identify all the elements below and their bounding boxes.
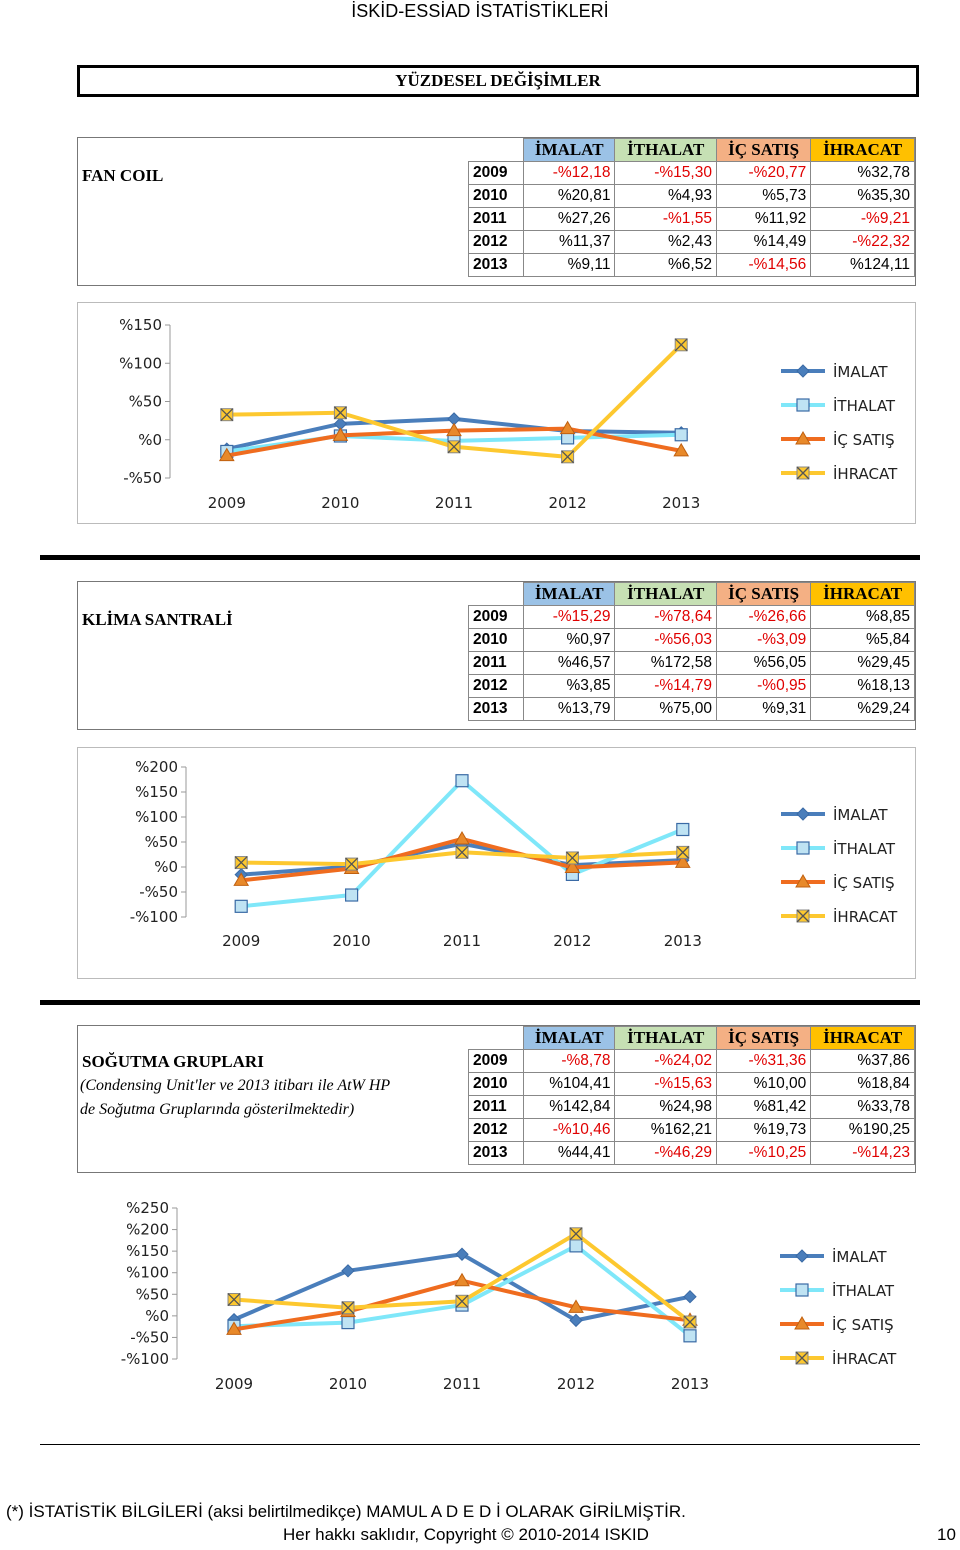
col-header-ic-satis: İÇ SATIŞ	[716, 1027, 810, 1050]
col-header-ihracat: İHRACAT	[811, 583, 915, 606]
col-header-imalat: İMALAT	[524, 1027, 615, 1050]
legend-item	[780, 1349, 897, 1368]
table-row	[469, 629, 915, 652]
value-cell: %81,42	[716, 1096, 810, 1119]
value-cell: -%10,46	[524, 1119, 615, 1142]
y-tick-label: -%50	[130, 1328, 169, 1347]
data-point	[455, 1274, 469, 1286]
page-header: İSKİD-ESSİAD İSTATİSTİKLERİ	[351, 1, 609, 21]
table-row	[469, 1119, 915, 1142]
y-tick-label: %50	[135, 1285, 169, 1304]
value-cell: -%14,79	[615, 675, 717, 698]
line-chart	[78, 748, 915, 978]
value-cell: -%12,18	[524, 162, 615, 185]
page-title: YÜZDESEL DEĞİŞİMLER	[77, 65, 919, 97]
col-header-ithalat: İTHALAT	[615, 1027, 717, 1050]
y-tick-label: -%50	[123, 469, 162, 487]
value-cell: %3,85	[524, 675, 615, 698]
x-tick-label: 2011	[442, 932, 482, 950]
y-tick-label: -%50	[139, 883, 178, 901]
value-cell: %6,52	[615, 254, 717, 277]
value-cell: %14,49	[716, 231, 810, 254]
x-tick-label: 2011	[434, 494, 474, 512]
legend-item	[781, 805, 888, 824]
page-number: 10	[937, 1525, 956, 1544]
year-cell: 2009	[469, 162, 524, 185]
table-row	[469, 606, 915, 629]
chart-klima-santrali	[77, 747, 916, 979]
copyright: Her hakkı saklıdır, Copyright © 2010-2014 ISKID	[283, 1525, 649, 1544]
value-cell: %162,21	[615, 1119, 717, 1142]
value-cell: %9,31	[716, 698, 810, 721]
legend-label: İHRACAT	[833, 465, 898, 483]
value-cell: %19,73	[716, 1119, 810, 1142]
value-cell: %142,84	[524, 1096, 615, 1119]
legend-marker	[796, 1250, 808, 1262]
table-row	[469, 1096, 915, 1119]
table-row	[469, 675, 915, 698]
y-tick-label: %0	[138, 430, 162, 449]
value-cell: -%1,55	[615, 208, 717, 231]
y-tick-label: -%100	[129, 908, 178, 926]
value-cell: -%14,56	[716, 254, 810, 277]
y-tick-label: -%100	[120, 1350, 169, 1368]
x-tick-label: 2010	[328, 1375, 368, 1393]
year-cell: 2010	[469, 185, 524, 208]
y-tick-label: %50	[128, 392, 162, 411]
year-cell: 2010	[469, 1073, 524, 1096]
chart-sogutma-gruplari	[77, 1188, 914, 1418]
legend-item	[781, 839, 896, 858]
legend-item	[781, 907, 898, 926]
section-note-line-2: de Soğutma Gruplarında gösterilmektedir)	[80, 1101, 355, 1118]
y-tick-label: %100	[126, 1263, 169, 1282]
value-cell: -%0,95	[716, 675, 810, 698]
value-cell: -%26,66	[716, 606, 810, 629]
table-row	[469, 254, 915, 277]
y-tick-label: %150	[135, 783, 178, 801]
value-cell: -%78,64	[615, 606, 717, 629]
x-tick-label: 2009	[222, 932, 261, 950]
year-cell: 2013	[469, 1142, 524, 1165]
y-tick-label: %0	[154, 858, 178, 876]
y-tick-label: %150	[126, 1242, 169, 1261]
chart-fan-coil	[77, 302, 916, 524]
value-cell: %104,41	[524, 1073, 615, 1096]
col-header-imalat: İMALAT	[524, 139, 615, 162]
y-tick-label: %100	[135, 808, 178, 826]
value-cell: %8,85	[811, 606, 915, 629]
table-row	[469, 1050, 915, 1073]
x-tick-label: 2013	[670, 1375, 710, 1393]
x-tick-label: 2013	[663, 932, 702, 950]
data-table	[468, 138, 915, 277]
value-cell: %13,79	[524, 698, 615, 721]
value-cell: %11,37	[524, 231, 615, 254]
value-cell: %32,78	[811, 162, 915, 185]
value-cell: %5,84	[811, 629, 915, 652]
year-cell: 2010	[469, 629, 524, 652]
value-cell: %18,84	[811, 1073, 915, 1096]
value-cell: -%20,77	[716, 162, 810, 185]
y-tick-label: %150	[119, 316, 162, 334]
year-cell: 2012	[469, 231, 524, 254]
legend-label: İMALAT	[832, 1248, 887, 1266]
value-cell: %124,11	[811, 254, 915, 277]
legend-label: İMALAT	[833, 363, 888, 381]
y-tick-label: %50	[144, 833, 178, 851]
data-point	[455, 832, 469, 844]
footer-note: (*) İSTATİSTİK BİLGİLERİ (aksi belirtilmedikçe) MAMUL A D E D İ OLARAK GİRİLMİŞTİR.	[6, 1502, 686, 1521]
value-cell: -%24,02	[615, 1050, 717, 1073]
table-row	[469, 698, 915, 721]
year-cell: 2011	[469, 1096, 524, 1119]
value-cell: %4,93	[615, 185, 717, 208]
y-tick-label: %100	[119, 354, 162, 373]
table-body	[469, 162, 915, 277]
value-cell: -%46,29	[615, 1142, 717, 1165]
x-tick-label: 2009	[207, 494, 246, 512]
table-row	[469, 1073, 915, 1096]
value-cell: %2,43	[615, 231, 717, 254]
legend-label: İÇ SATIŞ	[833, 431, 895, 449]
value-cell: %33,78	[811, 1096, 915, 1119]
data-point	[570, 1240, 582, 1252]
value-cell: %56,05	[716, 652, 810, 675]
y-tick-label: %0	[145, 1306, 169, 1325]
value-cell: -%14,23	[811, 1142, 915, 1165]
year-cell: 2011	[469, 208, 524, 231]
legend-item	[781, 430, 895, 449]
year-cell: 2011	[469, 652, 524, 675]
line-chart	[77, 1188, 914, 1418]
legend-marker	[797, 365, 809, 377]
legend-marker	[796, 1284, 808, 1296]
x-tick-label: 2010	[321, 494, 360, 512]
value-cell: -%10,25	[716, 1142, 810, 1165]
value-cell: %20,81	[524, 185, 615, 208]
data-point	[342, 1265, 354, 1277]
legend-item	[781, 396, 896, 415]
data-table	[468, 1026, 915, 1165]
data-point	[342, 1317, 354, 1329]
x-tick-label: 2009	[214, 1375, 254, 1393]
section-note-line-1: (Condensing Unit'ler ve 2013 itibarı ile AtW HP	[80, 1077, 391, 1094]
legend-label: İTHALAT	[833, 397, 896, 415]
value-cell: %172,58	[615, 652, 717, 675]
line-chart	[78, 303, 915, 523]
section-name: FAN COIL	[82, 166, 164, 185]
year-cell: 2009	[469, 606, 524, 629]
x-tick-label: 2012	[553, 932, 592, 950]
col-header-ithalat: İTHALAT	[615, 583, 717, 606]
data-point	[677, 824, 689, 836]
legend-item	[781, 362, 888, 381]
section-klima-santrali	[77, 581, 916, 730]
value-cell: -%3,09	[716, 629, 810, 652]
legend-item	[780, 1247, 887, 1266]
x-tick-label: 2012	[548, 494, 587, 512]
legend-label: İMALAT	[833, 806, 888, 824]
divider	[40, 555, 920, 560]
value-cell: -%15,29	[524, 606, 615, 629]
col-header-ic-satis: İÇ SATIŞ	[716, 139, 810, 162]
table-row	[469, 652, 915, 675]
value-cell: -%15,30	[615, 162, 717, 185]
table-body	[469, 606, 915, 721]
table-row	[469, 185, 915, 208]
value-cell: -%56,03	[615, 629, 717, 652]
value-cell: %24,98	[615, 1096, 717, 1119]
table-row	[469, 231, 915, 254]
legend-item	[781, 873, 895, 892]
legend-label: İHRACAT	[833, 908, 898, 926]
value-cell: %11,92	[716, 208, 810, 231]
x-tick-label: 2012	[556, 1375, 596, 1393]
value-cell: %29,45	[811, 652, 915, 675]
y-tick-label: %250	[126, 1199, 169, 1217]
section-name: SOĞUTMA GRUPLARI	[82, 1052, 264, 1071]
legend-label: İTHALAT	[832, 1282, 895, 1300]
col-header-ihracat: İHRACAT	[811, 139, 915, 162]
divider	[40, 1444, 920, 1445]
value-cell: %27,26	[524, 208, 615, 231]
legend-label: İTHALAT	[833, 840, 896, 858]
year-cell: 2013	[469, 254, 524, 277]
col-header-ic-satis: İÇ SATIŞ	[716, 583, 810, 606]
legend-item	[780, 1281, 895, 1300]
x-tick-label: 2010	[332, 932, 371, 950]
table-row	[469, 208, 915, 231]
table-row	[469, 162, 915, 185]
value-cell: %9,11	[524, 254, 615, 277]
value-cell: %190,25	[811, 1119, 915, 1142]
value-cell: -%15,63	[615, 1073, 717, 1096]
col-header-imalat: İMALAT	[524, 583, 615, 606]
value-cell: %75,00	[615, 698, 717, 721]
data-point	[684, 1330, 696, 1342]
legend-item	[781, 464, 898, 483]
data-point	[346, 889, 358, 901]
year-cell: 2009	[469, 1050, 524, 1073]
section-sogutma-gruplari	[77, 1025, 916, 1173]
data-point	[684, 1291, 696, 1303]
x-tick-label: 2011	[442, 1375, 482, 1393]
year-cell: 2012	[469, 1119, 524, 1142]
value-cell: %18,13	[811, 675, 915, 698]
y-tick-label: %200	[135, 758, 178, 776]
data-table	[468, 582, 915, 721]
value-cell: -%8,78	[524, 1050, 615, 1073]
col-header-ithalat: İTHALAT	[615, 139, 717, 162]
value-cell: -%31,36	[716, 1050, 810, 1073]
value-cell: %37,86	[811, 1050, 915, 1073]
legend-marker	[797, 842, 809, 854]
value-cell: %0,97	[524, 629, 615, 652]
value-cell: %44,41	[524, 1142, 615, 1165]
x-tick-label: 2013	[662, 494, 701, 512]
value-cell: %46,57	[524, 652, 615, 675]
value-cell: %5,73	[716, 185, 810, 208]
legend-item	[780, 1315, 894, 1334]
legend-label: İÇ SATIŞ	[833, 874, 895, 892]
legend-marker	[797, 808, 809, 820]
divider	[40, 1000, 920, 1005]
legend-label: İÇ SATIŞ	[832, 1316, 894, 1334]
col-header-ihracat: İHRACAT	[811, 1027, 915, 1050]
value-cell: -%22,32	[811, 231, 915, 254]
y-tick-label: %200	[126, 1220, 169, 1239]
value-cell: %29,24	[811, 698, 915, 721]
data-point	[675, 429, 687, 441]
data-point	[456, 775, 468, 787]
section-fan-coil	[77, 137, 916, 286]
value-cell: %35,30	[811, 185, 915, 208]
legend-label: İHRACAT	[832, 1350, 897, 1368]
table-body	[469, 1050, 915, 1165]
value-cell: -%9,21	[811, 208, 915, 231]
value-cell: %10,00	[716, 1073, 810, 1096]
section-name: KLİMA SANTRALİ	[82, 610, 233, 629]
year-cell: 2012	[469, 675, 524, 698]
legend-marker	[797, 399, 809, 411]
year-cell: 2013	[469, 698, 524, 721]
table-row	[469, 1142, 915, 1165]
data-point	[235, 900, 247, 912]
